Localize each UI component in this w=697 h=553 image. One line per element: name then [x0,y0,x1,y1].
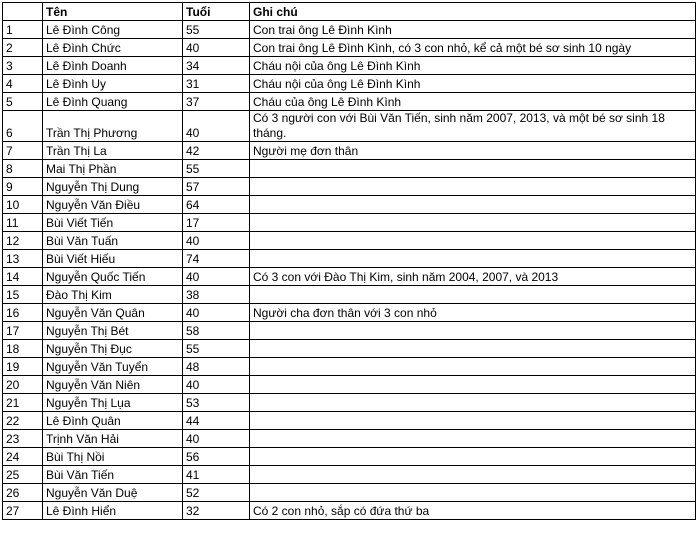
table-row [3,412,696,430]
row-age: 55 [183,21,250,39]
row-note: Cháu nội của ông Lê Đình Kình [250,57,696,75]
table-row [3,93,696,111]
row-number: 23 [3,430,43,448]
row-note [250,448,696,466]
row-name: Nguyễn Văn Quân [43,304,183,322]
row-name: Trần Thị Phương [43,111,183,142]
row-name: Nguyễn Quốc Tiến [43,268,183,286]
row-age: 37 [183,93,250,111]
row-age: 58 [183,322,250,340]
row-number: 6 [3,111,43,142]
row-number: 13 [3,250,43,268]
table-row [3,286,696,304]
row-note [250,178,696,196]
table-row [3,502,696,520]
row-name: Lê Đình Hiển [43,502,183,520]
row-note [250,322,696,340]
table-row [3,358,696,376]
row-age: 74 [183,250,250,268]
table-row [3,466,696,484]
row-number: 27 [3,502,43,520]
table-row [3,160,696,178]
table-row [3,196,696,214]
row-number: 19 [3,358,43,376]
row-age: 17 [183,214,250,232]
row-age: 38 [183,286,250,304]
row-number: 5 [3,93,43,111]
row-name: Lê Đình Quân [43,412,183,430]
row-age: 55 [183,340,250,358]
table-row [3,142,696,160]
row-name: Nguyễn Thị Dung [43,178,183,196]
row-number: 25 [3,466,43,484]
row-note [250,466,696,484]
row-name: Bùi Văn Tuấn [43,232,183,250]
table-row [3,304,696,322]
table-row [3,250,696,268]
row-age: 40 [183,232,250,250]
table-row [3,75,696,93]
row-note [250,214,696,232]
row-name: Nguyễn Văn Tuyển [43,358,183,376]
row-note [250,412,696,430]
row-number: 3 [3,57,43,75]
row-note: Cháu của ông Lê Đình Kình [250,93,696,111]
row-note [250,358,696,376]
row-number: 9 [3,178,43,196]
row-note [250,232,696,250]
row-number: 10 [3,196,43,214]
row-age: 52 [183,484,250,502]
row-number: 18 [3,340,43,358]
row-note: Cháu nội của ông Lê Đình Kình [250,75,696,93]
row-number: 12 [3,232,43,250]
table-row [3,448,696,466]
table-row [3,322,696,340]
row-age: 31 [183,75,250,93]
row-name: Lê Đình Uy [43,75,183,93]
row-number: 11 [3,214,43,232]
row-note [250,394,696,412]
row-name: Nguyễn Văn Niên [43,376,183,394]
row-age: 40 [183,304,250,322]
row-number: 15 [3,286,43,304]
row-number: 8 [3,160,43,178]
row-age: 44 [183,412,250,430]
table-row [3,394,696,412]
row-name: Trịnh Văn Hải [43,430,183,448]
table-row [3,57,696,75]
row-note [250,160,696,178]
row-note [250,250,696,268]
people-table [2,2,696,520]
row-age: 56 [183,448,250,466]
row-note [250,196,696,214]
row-age: 41 [183,466,250,484]
table-row [3,484,696,502]
row-note [250,376,696,394]
row-number: 14 [3,268,43,286]
row-name: Nguyễn Thị Lụa [43,394,183,412]
row-note: Con trai ông Lê Đình Kình [250,21,696,39]
row-number: 20 [3,376,43,394]
row-name: Lê Đình Quang [43,93,183,111]
row-name: Bùi Văn Tiến [43,466,183,484]
table-row [3,232,696,250]
row-name: Bùi Viết Hiếu [43,250,183,268]
row-note [250,430,696,448]
row-name: Đào Thị Kim [43,286,183,304]
table-row [3,214,696,232]
table-row [3,178,696,196]
row-name: Nguyễn Thị Đục [43,340,183,358]
row-name: Nguyễn Văn Duệ [43,484,183,502]
table-row [3,21,696,39]
table-row [3,340,696,358]
row-age: 48 [183,358,250,376]
row-number: 7 [3,142,43,160]
row-number: 4 [3,75,43,93]
table-body [3,21,696,520]
row-note: Con trai ông Lê Đình Kình, có 3 con nhỏ, kể cả một bé sơ sinh 10 ngày [250,39,696,57]
row-age: 40 [183,111,250,142]
row-age: 40 [183,39,250,57]
table-row [3,268,696,286]
table-row [3,39,696,57]
row-age: 40 [183,376,250,394]
row-age: 57 [183,178,250,196]
row-age: 53 [183,394,250,412]
row-note: Người mẹ đơn thân [250,142,696,160]
table-row [3,430,696,448]
row-age: 40 [183,268,250,286]
row-name: Trần Thị La [43,142,183,160]
row-number: 17 [3,322,43,340]
row-number: 21 [3,394,43,412]
header-row [3,3,696,21]
row-age: 40 [183,430,250,448]
row-note [250,286,696,304]
row-note: Người cha đơn thân với 3 con nhỏ [250,304,696,322]
row-name: Bùi Viết Tiến [43,214,183,232]
row-number: 22 [3,412,43,430]
row-age: 34 [183,57,250,75]
row-note [250,340,696,358]
row-number: 24 [3,448,43,466]
row-number: 2 [3,39,43,57]
header-age: Tuổi [183,3,250,21]
row-age: 42 [183,142,250,160]
row-note [250,484,696,502]
row-note: Có 3 con với Đào Thị Kim, sinh năm 2004, 2007, và 2013 [250,268,696,286]
header-name: Tên [43,3,183,21]
row-name: Lê Đình Doanh [43,57,183,75]
row-age: 64 [183,196,250,214]
table-row [3,111,696,142]
row-age: 55 [183,160,250,178]
row-name: Bùi Thị Nồi [43,448,183,466]
row-name: Nguyễn Thị Bét [43,322,183,340]
header-number [3,3,43,21]
row-name: Mai Thị Phần [43,160,183,178]
header-note: Ghi chú [250,3,696,21]
row-note: Có 2 con nhỏ, sắp có đứa thứ ba [250,502,696,520]
row-number: 16 [3,304,43,322]
row-number: 1 [3,21,43,39]
row-age: 32 [183,502,250,520]
row-note: Có 3 người con với Bùi Văn Tiến, sinh năm 2007, 2013, và một bé sơ sinh 18 tháng. [250,111,696,142]
table-row [3,376,696,394]
row-name: Lê Đình Chức [43,39,183,57]
row-number: 26 [3,484,43,502]
row-name: Lê Đình Công [43,21,183,39]
row-name: Nguyễn Văn Điều [43,196,183,214]
